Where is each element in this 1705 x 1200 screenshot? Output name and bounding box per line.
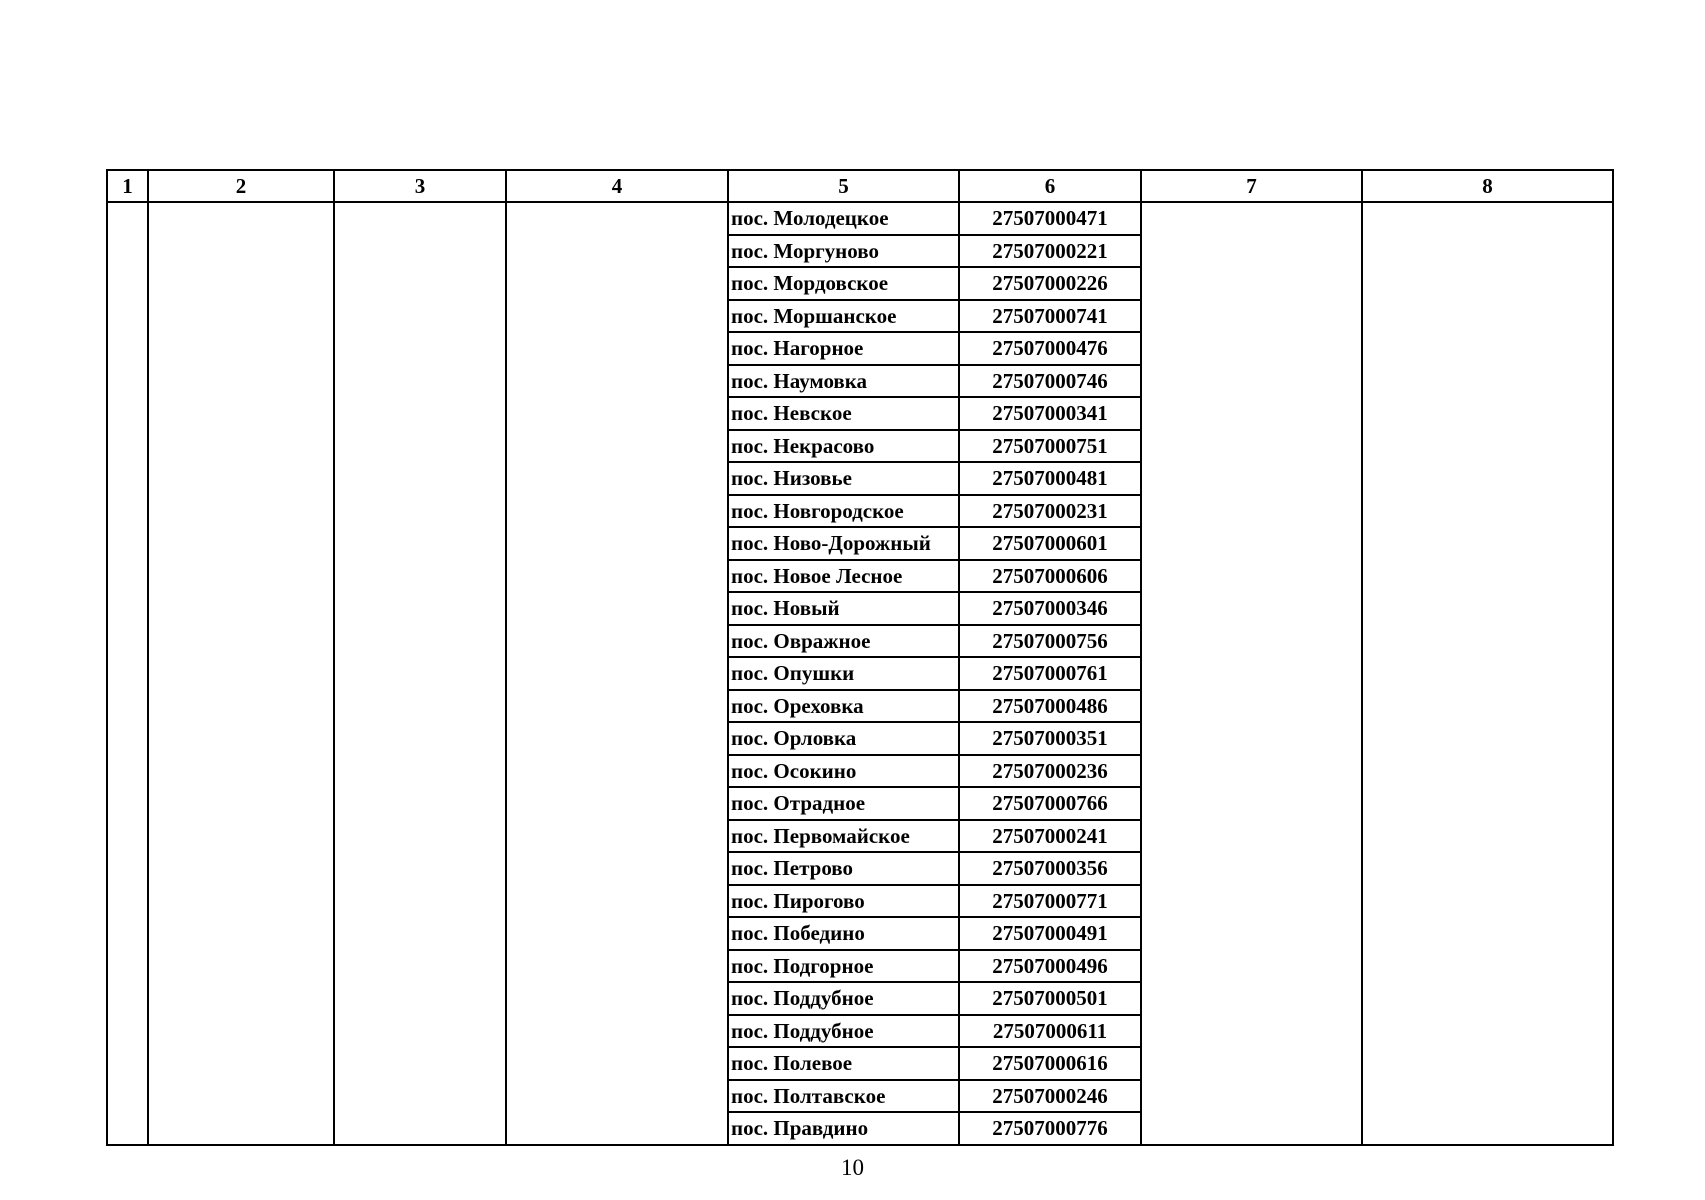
settlement-code: 27507000616 xyxy=(959,1047,1141,1080)
settlement-name: пос. Овражное xyxy=(728,625,959,658)
settlement-code: 27507000476 xyxy=(959,332,1141,365)
settlement-code: 27507000606 xyxy=(959,560,1141,593)
settlement-code: 27507000611 xyxy=(959,1015,1141,1048)
settlement-name: пос. Орловка xyxy=(728,722,959,755)
col-3-cell xyxy=(334,202,506,1145)
column-header-7: 7 xyxy=(1141,170,1362,202)
settlement-name: пос. Первомайское xyxy=(728,820,959,853)
settlement-name: пос. Опушки xyxy=(728,657,959,690)
settlement-name: пос. Новый xyxy=(728,592,959,625)
table-body xyxy=(107,202,1613,1145)
settlement-code: 27507000346 xyxy=(959,592,1141,625)
col-1-cell xyxy=(107,202,148,1145)
column-header-5: 5 xyxy=(728,170,959,202)
col-4-cell xyxy=(506,202,728,1145)
settlement-name: пос. Петрово xyxy=(728,852,959,885)
settlement-code: 27507000231 xyxy=(959,495,1141,528)
settlement-code: 27507000236 xyxy=(959,755,1141,788)
settlement-name: пос. Победино xyxy=(728,917,959,950)
settlement-code: 27507000766 xyxy=(959,787,1141,820)
settlement-name: пос. Низовье xyxy=(728,462,959,495)
settlement-code: 27507000341 xyxy=(959,397,1141,430)
settlement-name: пос. Поддубное xyxy=(728,982,959,1015)
settlement-code: 27507000746 xyxy=(959,365,1141,398)
col-8-cell xyxy=(1362,202,1613,1145)
settlement-code: 27507000601 xyxy=(959,527,1141,560)
settlement-name: пос. Ново-Дорожный xyxy=(728,527,959,560)
settlement-name: пос. Новое Лесное xyxy=(728,560,959,593)
settlement-name: пос. Моргуново xyxy=(728,235,959,268)
settlement-name: пос. Поддубное xyxy=(728,1015,959,1048)
settlement-code: 27507000221 xyxy=(959,235,1141,268)
settlement-code: 27507000491 xyxy=(959,917,1141,950)
settlement-name: пос. Молодецкое xyxy=(728,202,959,235)
settlement-name: пос. Пирогово xyxy=(728,885,959,918)
settlement-code: 27507000761 xyxy=(959,657,1141,690)
settlement-code: 27507000241 xyxy=(959,820,1141,853)
settlement-code: 27507000226 xyxy=(959,267,1141,300)
column-header-8: 8 xyxy=(1362,170,1613,202)
settlement-name: пос. Некрасово xyxy=(728,430,959,463)
column-header-3: 3 xyxy=(334,170,506,202)
settlement-name: пос. Ореховка xyxy=(728,690,959,723)
settlement-name: пос. Полевое xyxy=(728,1047,959,1080)
settlement-name: пос. Правдино xyxy=(728,1112,959,1145)
settlement-name: пос. Полтавское xyxy=(728,1080,959,1113)
settlement-code: 27507000356 xyxy=(959,852,1141,885)
settlements-table xyxy=(106,169,1614,1146)
column-header-1: 1 xyxy=(107,170,148,202)
settlement-name: пос. Моршанское xyxy=(728,300,959,333)
settlement-name: пос. Подгорное xyxy=(728,950,959,983)
column-header-2: 2 xyxy=(148,170,334,202)
column-header-6: 6 xyxy=(959,170,1141,202)
col-2-cell xyxy=(148,202,334,1145)
settlement-code: 27507000496 xyxy=(959,950,1141,983)
column-header-4: 4 xyxy=(506,170,728,202)
page-number: 10 xyxy=(841,1155,864,1180)
settlement-name: пос. Осокино xyxy=(728,755,959,788)
settlement-code: 27507000756 xyxy=(959,625,1141,658)
settlement-code: 27507000486 xyxy=(959,690,1141,723)
settlement-code: 27507000351 xyxy=(959,722,1141,755)
settlement-name: пос. Нагорное xyxy=(728,332,959,365)
settlement-code: 27507000246 xyxy=(959,1080,1141,1113)
settlement-name: пос. Мордовское xyxy=(728,267,959,300)
settlement-code: 27507000501 xyxy=(959,982,1141,1015)
settlement-code: 27507000751 xyxy=(959,430,1141,463)
settlement-code: 27507000776 xyxy=(959,1112,1141,1145)
col-7-cell xyxy=(1141,202,1362,1145)
settlement-code: 27507000741 xyxy=(959,300,1141,333)
settlement-name: пос. Наумовка xyxy=(728,365,959,398)
settlement-name: пос. Отрадное xyxy=(728,787,959,820)
settlement-code: 27507000771 xyxy=(959,885,1141,918)
table-row xyxy=(107,202,1613,235)
settlement-name: пос. Невское xyxy=(728,397,959,430)
settlement-code: 27507000471 xyxy=(959,202,1141,235)
settlement-name: пос. Новгородское xyxy=(728,495,959,528)
table-header-row xyxy=(107,170,1613,202)
settlement-code: 27507000481 xyxy=(959,462,1141,495)
